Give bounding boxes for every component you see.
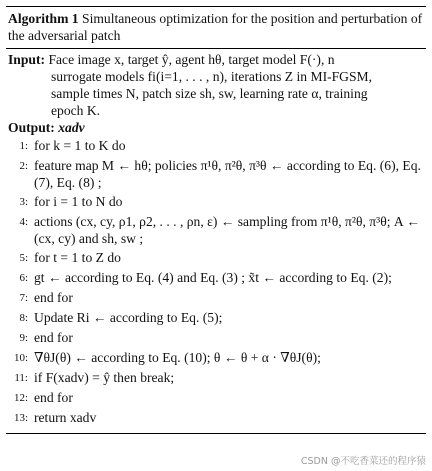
line-text: for t = 1 to Z do	[34, 250, 121, 265]
algorithm-box	[6, 6, 426, 434]
line-number: 10:	[13, 352, 28, 364]
algo-line-5	[8, 249, 424, 267]
algo-line-7	[8, 289, 424, 307]
bottom-rule	[6, 433, 426, 434]
line-text: end for	[34, 290, 73, 305]
input-line-1	[8, 51, 424, 68]
line-number: 1:	[19, 140, 28, 152]
input-label: Input:	[8, 52, 46, 67]
line-text: if F(xadv) = ŷ then break;	[34, 370, 175, 385]
line-text: for i = 1 to N do	[34, 194, 123, 209]
line-text: return xadv	[34, 410, 97, 425]
line-number: 8:	[19, 312, 28, 324]
input-text-1: Face image x, target ŷ, agent hθ, target model F(·), n	[48, 52, 335, 67]
line-number: 3:	[19, 196, 28, 208]
output-value: xadv	[58, 120, 85, 135]
line-number: 13:	[13, 412, 28, 424]
input-block	[6, 49, 426, 136]
input-text-2: surrogate models fi(i=1, . . . , n), iterations Z in MI-FGSM,	[51, 69, 373, 84]
line-text: end for	[34, 390, 73, 405]
line-number: 7:	[19, 292, 28, 304]
input-text-3: sample times N, patch size sh, sw, learning rate α, training	[51, 86, 368, 101]
algo-line-6	[8, 269, 424, 287]
algo-line-12	[8, 389, 424, 407]
algo-line-10	[8, 349, 424, 367]
line-text: feature map M ← hθ; policies π¹θ, π²θ, π³θ ← according to Eq. (6), Eq. (7), Eq. (8) ;	[34, 158, 421, 190]
algorithm-caption	[6, 7, 426, 48]
algo-line-4	[8, 213, 424, 247]
line-number: 12:	[13, 392, 28, 404]
line-number: 5:	[19, 252, 28, 264]
algo-line-8	[8, 309, 424, 327]
line-text: actions (cx, cy, ρ1, ρ2, . . . , ρn, ε) ← sampling from π¹θ, π²θ, π³θ; A ← (cx, cy) and sh, sw ;	[34, 214, 420, 246]
algo-line-1	[8, 137, 424, 155]
algorithm-lines	[6, 136, 426, 433]
algo-line-9	[8, 329, 424, 347]
output-label: Output:	[8, 120, 55, 135]
line-text: for k = 1 to K do	[34, 138, 126, 153]
line-number: 6:	[19, 272, 28, 284]
line-text: Update Ri ← according to Eq. (5);	[34, 310, 223, 325]
output-line	[8, 119, 424, 136]
input-text-4: epoch K.	[51, 103, 101, 118]
algorithm-title: Simultaneous optimization for the position and perturbation of the adversarial patch	[8, 11, 423, 43]
algo-line-13	[8, 409, 424, 427]
line-number: 2:	[19, 160, 28, 172]
algo-line-3	[8, 193, 424, 211]
line-text: gt ← according to Eq. (4) and Eq. (3) ; x̃t ← according to Eq. (2);	[34, 270, 392, 285]
line-number: 11:	[14, 372, 28, 384]
algo-line-2	[8, 157, 424, 191]
watermark: CSDN @不吃香菜还的程序猿	[300, 456, 426, 467]
line-number: 4:	[19, 216, 28, 228]
line-text: ∇θJ(θ) ← according to Eq. (10); θ ← θ + α · ∇θJ(θ);	[34, 350, 321, 365]
line-text: end for	[34, 330, 73, 345]
algorithm-label: Algorithm 1	[8, 11, 79, 26]
line-number: 9:	[19, 332, 28, 344]
algo-line-11	[8, 369, 424, 387]
